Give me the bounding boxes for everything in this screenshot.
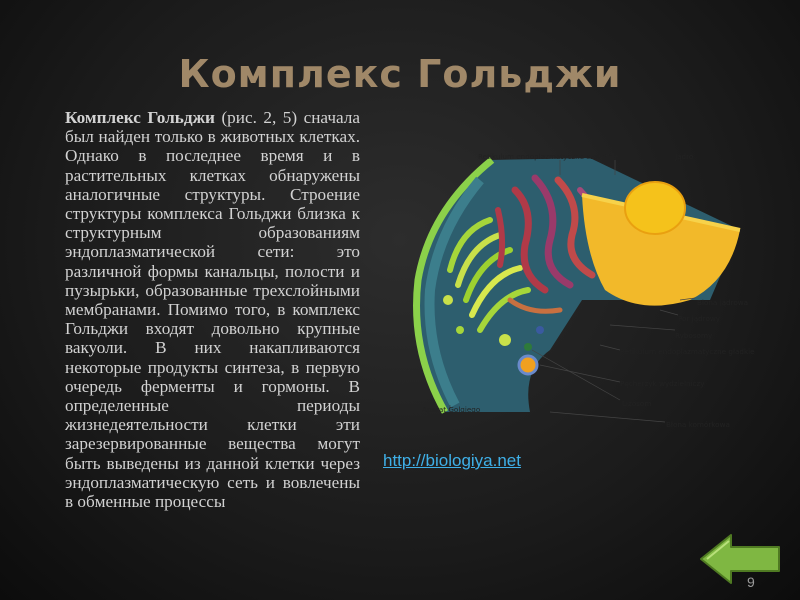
left-arrow-icon[interactable] — [697, 531, 783, 587]
lysosome — [524, 343, 532, 351]
label-golgi: Aparat Golgiego — [422, 405, 481, 414]
source-link[interactable]: http://biologiya.net — [383, 451, 521, 470]
label-nucleus: Jądro — [675, 152, 694, 161]
golgi-term: Комплекс Гольджи — [65, 108, 215, 127]
label-reticulum-smooth: Retikulum endoplazmatyczne gładkie — [620, 347, 755, 356]
small-vesicle — [536, 326, 544, 334]
secretory-vesicle — [519, 356, 537, 374]
label-vesicle: Pęcherzyk wydzielniczy — [620, 379, 705, 388]
slide-title: Комплекс Гольджи — [178, 52, 622, 96]
label-lysosome: Lizosom — [622, 399, 652, 408]
label-reticulum-rough: Retikulum endoplazmatyczne szorstkie — [478, 152, 619, 161]
label-ribosomes: Rybosomy — [675, 331, 713, 340]
body-paragraph: (рис. 2, 5) сначала был найден только в животных клетках. Однако в последнее время и в растительных клетках обнаружены аналогичные структуры. Строение структуры комплекса Гольджи близка к структурным образованиям эндоплазматической сети: это различной формы канальцы, полости и пузырьки, образованные трехслойными мембранами. Помимо того, в комплекс Гольджи входят довольно крупные вакуоли. В них накапливаются некоторые продукты синтеза, в первую очередь ферменты и гормоны. В определенные периоды жизнедеятельности клетки эти зарезервированные вещества могут быть выведены из данной клетки через эндоплазматическую сеть и вовлечены в обменные процессы — [65, 108, 360, 512]
body-text — [65, 108, 360, 511]
cell-illustration — [410, 150, 770, 435]
label-nuclear-envelope: Błona jądrowa — [697, 298, 749, 307]
label-nuclear-pore: Por jądrowy — [678, 314, 721, 323]
nucleolus — [625, 182, 685, 234]
page-number: 9 — [747, 574, 755, 590]
label-cell-membrane: Błona komórkowa — [666, 420, 730, 429]
